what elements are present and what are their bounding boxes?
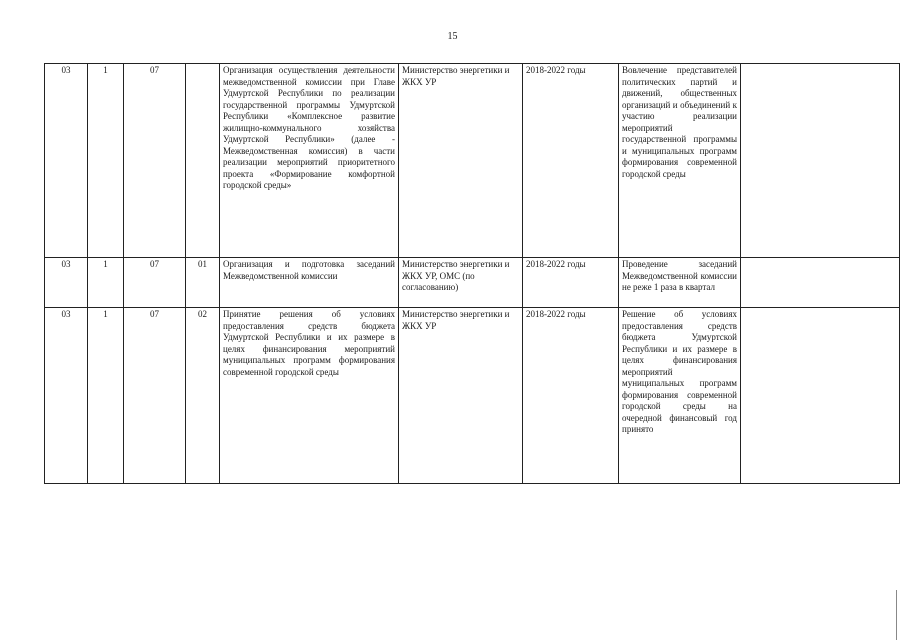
note-cell [741,308,900,484]
code-main-measure-cell: 07 [124,64,186,258]
executor-cell: Министерство энергетики и ЖКХ УР [399,308,523,484]
expected-result-cell: Вовлечение представителей политических партий и движений, общественных организаций и объединений к участию реализации мероприятий государственной программы и муниципальных программ формирования современной городской среды [619,64,741,258]
measure-name-cell: Организация осуществления деятельности межведомственной комиссии при Главе Удмуртской Республики по реализации государственной программы Удмуртской Республики «Комплексное развитие жилищно-коммунального хозяйства Удмуртской Республики» (далее - Межведомственная комиссия) в части реализации мероприятий приоритетного проекта «Формирование комфортной городской среды» [220,64,399,258]
code-measure-cell: 01 [186,258,220,308]
code-subprogram-cell: 1 [88,308,124,484]
code-gp-cell: 03 [45,64,88,258]
code-main-measure-cell: 07 [124,258,186,308]
code-gp-cell: 03 [45,308,88,484]
table-row [45,64,900,258]
code-measure-cell [186,64,220,258]
executor-cell: Министерство энергетики и ЖКХ УР, ОМС (по согласованию) [399,258,523,308]
expected-result-cell: Решение об условиях предоставления средств бюджета Удмуртской Республики и их размере в целях финансирования мероприятий муниципальных программ формирования современной городской среды на очередной финансовый год принято [619,308,741,484]
note-cell [741,64,900,258]
expected-result-cell: Проведение заседаний Межведомственной комиссии не реже 1 раза в квартал [619,258,741,308]
page-number: 15 [447,31,458,42]
program-measures-table [44,63,900,484]
measure-name-cell: Принятие решения об условиях предоставления средств бюджета Удмуртской Республики и их размере в целях финансирования мероприятий муниципальных программ формирования современной городской среды [220,308,399,484]
table-row [45,258,900,308]
table-row [45,308,900,484]
executor-cell: Министерство энергетики и ЖКХ УР [399,64,523,258]
scan-edge-mark [896,590,897,640]
code-subprogram-cell: 1 [88,258,124,308]
note-cell [741,258,900,308]
term-cell: 2018-2022 годы [523,308,619,484]
measure-name-cell: Организация и подготовка заседаний Межведомственной комиссии [220,258,399,308]
term-cell: 2018-2022 годы [523,64,619,258]
code-measure-cell: 02 [186,308,220,484]
code-gp-cell: 03 [45,258,88,308]
code-main-measure-cell: 07 [124,308,186,484]
code-subprogram-cell: 1 [88,64,124,258]
term-cell: 2018-2022 годы [523,258,619,308]
